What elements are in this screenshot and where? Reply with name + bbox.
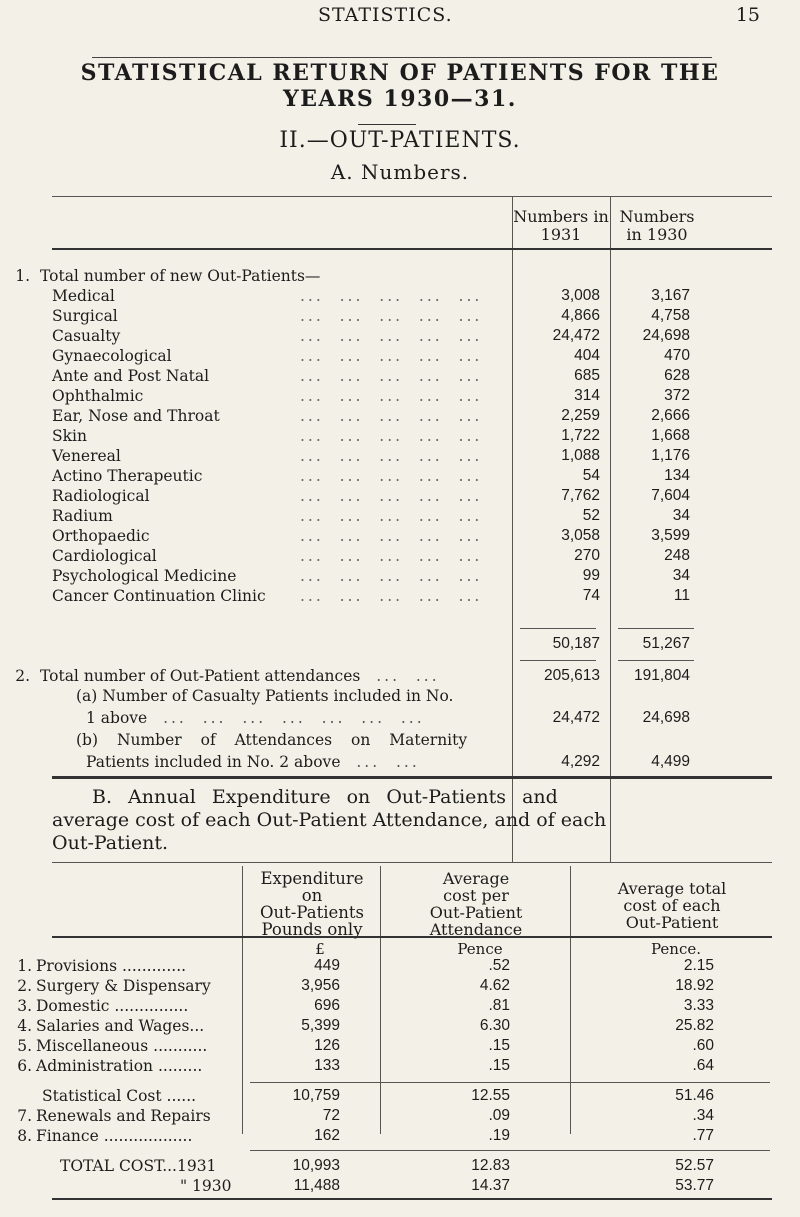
row-label: Cardiological <box>52 547 157 565</box>
item-1-label: Total number of new Out-Patients— <box>40 267 321 285</box>
expense-number: 1. <box>17 957 32 975</box>
statistical-cost-total: 51.46 <box>675 1087 714 1104</box>
value-1930: 248 <box>664 547 690 564</box>
expense-number: 5. <box>17 1037 32 1055</box>
expense-name: Provisions <box>36 957 118 975</box>
row-label: Orthopaedic <box>52 527 150 545</box>
value-1930: 470 <box>664 347 690 364</box>
value-1931: 99 <box>582 567 600 584</box>
value-1930: 134 <box>664 467 690 484</box>
subtotal-rule-1931 <box>520 628 596 629</box>
item-2-number: 2. <box>15 667 30 685</box>
item-2b-1930: 4,499 <box>651 753 690 770</box>
expense-label <box>10 996 188 1016</box>
value-1931: 24,472 <box>552 327 600 344</box>
expense-average-cost: .15 <box>488 1057 510 1074</box>
statistical-cost-average: 12.55 <box>471 1087 510 1104</box>
expense-average-cost: .52 <box>488 957 510 974</box>
expense-label <box>10 976 211 996</box>
dot-leader: ... ... ... ... ... <box>300 427 483 445</box>
expense-average-cost: 4.62 <box>479 977 510 994</box>
table-a-top-rule <box>52 196 772 197</box>
item-2-label: Total number of Out-Patient attendances <box>40 667 361 685</box>
running-head <box>0 4 800 30</box>
value-1931: 2,259 <box>561 407 600 424</box>
item-2a-1930: 24,698 <box>642 709 690 726</box>
value-1930: 1,668 <box>651 427 690 444</box>
item-2a-1931: 24,472 <box>552 709 600 726</box>
total-cost-1931-label: TOTAL COST...1931 <box>60 1157 217 1175</box>
unit-pounds: £ <box>315 940 325 958</box>
dot-leader: ... ... ... ... ... <box>300 387 483 405</box>
table-b-line-1 <box>242 866 243 1134</box>
expense-number: 2. <box>17 977 32 995</box>
row-label: Skin <box>52 427 87 445</box>
value-1930: 3,599 <box>651 527 690 544</box>
expense-label <box>10 1106 211 1126</box>
value-1931: 1,088 <box>561 447 600 464</box>
statistical-cost-expenditure: 10,759 <box>292 1087 340 1104</box>
total-rule <box>250 1150 770 1151</box>
running-title: STATISTICS. <box>318 4 453 26</box>
total-cost-1931-total: 52.57 <box>675 1157 714 1174</box>
expense-number: 3. <box>17 997 32 1015</box>
total-cost-1930-expenditure: 11,488 <box>293 1177 340 1194</box>
value-1930: 628 <box>664 367 690 384</box>
subtotal-1930: 51,267 <box>642 635 690 652</box>
col-average-total: Average total cost of each Out-Patient <box>617 879 727 932</box>
row-label: Gynaecological <box>52 347 172 365</box>
value-1930: 1,176 <box>651 447 690 464</box>
value-1931: 685 <box>574 367 600 384</box>
subtotal-rule-1930 <box>618 628 694 629</box>
value-1930: 4,758 <box>651 307 690 324</box>
section-b-heading-line-3: Out-Patient. <box>52 832 168 854</box>
subsection-title: A. Numbers. <box>330 160 470 184</box>
row-label: Radium <box>52 507 113 525</box>
expense-leader: ............. <box>117 957 187 975</box>
section-b-heading-line-1: B. Annual Expenditure on Out-Patients and <box>92 786 558 808</box>
row-label: Medical <box>52 287 115 305</box>
value-1931: 7,762 <box>561 487 600 504</box>
expense-leader: .................. <box>98 1127 193 1145</box>
expense-expenditure: 696 <box>314 997 340 1014</box>
unit-pence-1: Pence <box>457 940 503 958</box>
expense-label <box>10 1036 207 1056</box>
dot-leader: ... ... ... ... ... <box>300 467 483 485</box>
dot-leader: ... ... ... ... ... <box>300 327 483 345</box>
unit-pence-2: Pence. <box>650 940 701 958</box>
main-title <box>0 60 800 112</box>
total-cost-1931-average: 12.83 <box>471 1157 510 1174</box>
value-1930: 3,167 <box>651 287 690 304</box>
expense-expenditure: 5,399 <box>301 1017 340 1034</box>
expense-expenditure: 72 <box>322 1107 340 1124</box>
header-rule <box>92 57 712 58</box>
value-1931: 3,008 <box>561 287 600 304</box>
col-average-cost: Average cost per Out-Patient Attendance <box>429 869 523 939</box>
expense-total-cost: .60 <box>692 1037 714 1054</box>
expense-number: 8. <box>17 1127 32 1145</box>
table-a-header-rule <box>52 248 772 250</box>
item-2-1931: 205,613 <box>543 667 600 684</box>
statistical-cost-label: Statistical Cost ...... <box>42 1087 197 1105</box>
expense-label <box>10 956 186 976</box>
dot-leader: ... ... ... ... ... <box>300 407 483 425</box>
expense-label <box>10 1016 204 1036</box>
expense-name: Salaries and Wages... <box>36 1017 205 1035</box>
value-1930: 34 <box>672 567 690 584</box>
table-b-top-rule <box>52 862 772 863</box>
row-label: Radiological <box>52 487 150 505</box>
value-1931: 54 <box>582 467 600 484</box>
dot-leader: ... ... ... ... ... <box>300 567 483 585</box>
section-b-heading-line-2: average cost of each Out-Patient Attendance, and of each <box>52 809 607 831</box>
item-1-number: 1. <box>15 267 30 285</box>
expense-expenditure: 133 <box>314 1057 340 1074</box>
row-label: Venereal <box>52 447 121 465</box>
title-rule <box>358 124 416 125</box>
table-b-line-3 <box>570 866 571 1134</box>
value-1931: 52 <box>582 507 600 524</box>
dot-leader: ... ... ... ... ... <box>300 487 483 505</box>
row-label: Ante and Post Natal <box>52 367 210 385</box>
row-label: Casualty <box>52 327 121 345</box>
expense-label <box>10 1056 202 1076</box>
row-label: Actino Therapeutic <box>52 467 203 485</box>
expense-label <box>10 1126 192 1146</box>
value-1930: 372 <box>664 387 690 404</box>
expense-total-cost: 3.33 <box>683 997 714 1014</box>
expense-expenditure: 162 <box>314 1127 340 1144</box>
item-2a-line-1: (a) Number of Casualty Patients included in No. <box>76 687 454 705</box>
expense-name: Administration <box>36 1057 154 1075</box>
row-label: Surgical <box>52 307 118 325</box>
dot-leader: ... ... ... ... ... <box>300 347 483 365</box>
expense-average-cost: .19 <box>488 1127 510 1144</box>
value-1930: 2,666 <box>651 407 690 424</box>
value-1930: 11 <box>673 587 690 604</box>
expense-name: Finance <box>36 1127 99 1145</box>
table-a-divider-mid <box>610 196 611 248</box>
row-label: Psychological Medicine <box>52 567 237 585</box>
expense-name: Domestic <box>36 997 110 1015</box>
expense-total-cost: .77 <box>692 1127 714 1144</box>
row-label: Ophthalmic <box>52 387 144 405</box>
item-2b-line-1: (b) Number of Attendances on Maternity <box>76 731 468 749</box>
expense-average-cost: .81 <box>488 997 510 1014</box>
expense-total-cost: 25.82 <box>675 1017 714 1034</box>
expense-name: Surgery & Dispensary <box>36 977 211 995</box>
expense-total-cost: .34 <box>692 1107 714 1124</box>
expense-average-cost: .15 <box>488 1037 510 1054</box>
section-b-heading <box>52 786 772 855</box>
expense-number: 4. <box>17 1017 32 1035</box>
dot-leader: ... ... ... ... ... <box>300 587 483 605</box>
item-2a-line-2: 1 above ... ... ... ... ... ... ... <box>86 709 425 727</box>
item-2-1930: 191,804 <box>633 667 690 684</box>
row-label: Cancer Continuation Clinic <box>52 587 266 605</box>
expense-total-cost: .64 <box>692 1057 714 1074</box>
expense-expenditure: 3,956 <box>301 977 340 994</box>
expense-average-cost: .09 <box>488 1107 510 1124</box>
dot-leader: ... ... ... ... ... <box>300 287 483 305</box>
value-1930: 34 <box>672 507 690 524</box>
statistical-rule <box>250 1082 770 1083</box>
expense-number: 7. <box>17 1107 32 1125</box>
value-1931: 4,866 <box>561 307 600 324</box>
value-1930: 24,698 <box>642 327 690 344</box>
dot-leader: ... ... ... ... ... <box>300 507 483 525</box>
dot-leader: ... ... ... ... ... <box>300 447 483 465</box>
expense-leader: ............... <box>109 997 189 1015</box>
col-header-1930: Numbers in 1930 <box>619 207 695 244</box>
col-header-1931: Numbers in 1931 <box>513 207 609 244</box>
expense-number: 6. <box>17 1057 32 1075</box>
expense-name: Miscellaneous <box>36 1037 149 1055</box>
item-2b-line-2: Patients included in No. 2 above ... ... <box>86 753 420 771</box>
col-expenditure: Expenditure on Out-Patients Pounds only <box>260 869 364 939</box>
subtotal-1931: 50,187 <box>552 635 600 652</box>
main-title-line-1: STATISTICAL RETURN OF PATIENTS FOR THE <box>80 60 720 86</box>
value-1931: 404 <box>574 347 600 364</box>
total-cost-1930-label: " 1930 <box>180 1177 232 1195</box>
total-cost-1930-total: 53.77 <box>675 1177 714 1194</box>
item-2: 2. Total number of Out-Patient attendances ... ... <box>8 666 440 686</box>
item-1 <box>8 266 320 286</box>
expense-total-cost: 18.92 <box>675 977 714 994</box>
item-2b-1931: 4,292 <box>561 753 600 770</box>
table-a-bottom-rule <box>52 776 772 779</box>
expense-average-cost: 6.30 <box>479 1017 510 1034</box>
dot-leader: ... ... ... ... ... <box>300 307 483 325</box>
total-cost-1930-average: 14.37 <box>471 1177 510 1194</box>
row-label: Ear, Nose and Throat <box>52 407 220 425</box>
dot-leader: ... ... ... ... ... <box>300 527 483 545</box>
value-1931: 1,722 <box>561 427 600 444</box>
value-1931: 74 <box>582 587 600 604</box>
dot-leader: ... ... ... ... ... <box>300 547 483 565</box>
expense-expenditure: 126 <box>314 1037 340 1054</box>
value-1931: 270 <box>574 547 600 564</box>
subtotal-under-rule-1930 <box>618 660 694 661</box>
subtotal-under-rule-1931 <box>520 660 596 661</box>
table-b-header-rule <box>52 936 772 938</box>
expense-total-cost: 2.15 <box>683 957 714 974</box>
total-cost-1931-expenditure: 10,993 <box>292 1157 340 1174</box>
page-number: 15 <box>735 4 760 26</box>
main-title-line-2: YEARS 1930—31. <box>283 86 517 112</box>
expense-expenditure: 449 <box>314 957 340 974</box>
dot-leader: ... ... ... ... ... <box>300 367 483 385</box>
section-title: II.—OUT-PATIENTS. <box>279 128 521 153</box>
expense-name: Renewals and Repairs <box>36 1107 211 1125</box>
expense-leader: ......... <box>153 1057 203 1075</box>
table-b-line-2 <box>380 866 381 1134</box>
value-1931: 314 <box>574 387 600 404</box>
table-b-bottom-rule <box>52 1198 772 1200</box>
expense-leader: ........... <box>148 1037 208 1055</box>
value-1930: 7,604 <box>651 487 690 504</box>
value-1931: 3,058 <box>561 527 600 544</box>
